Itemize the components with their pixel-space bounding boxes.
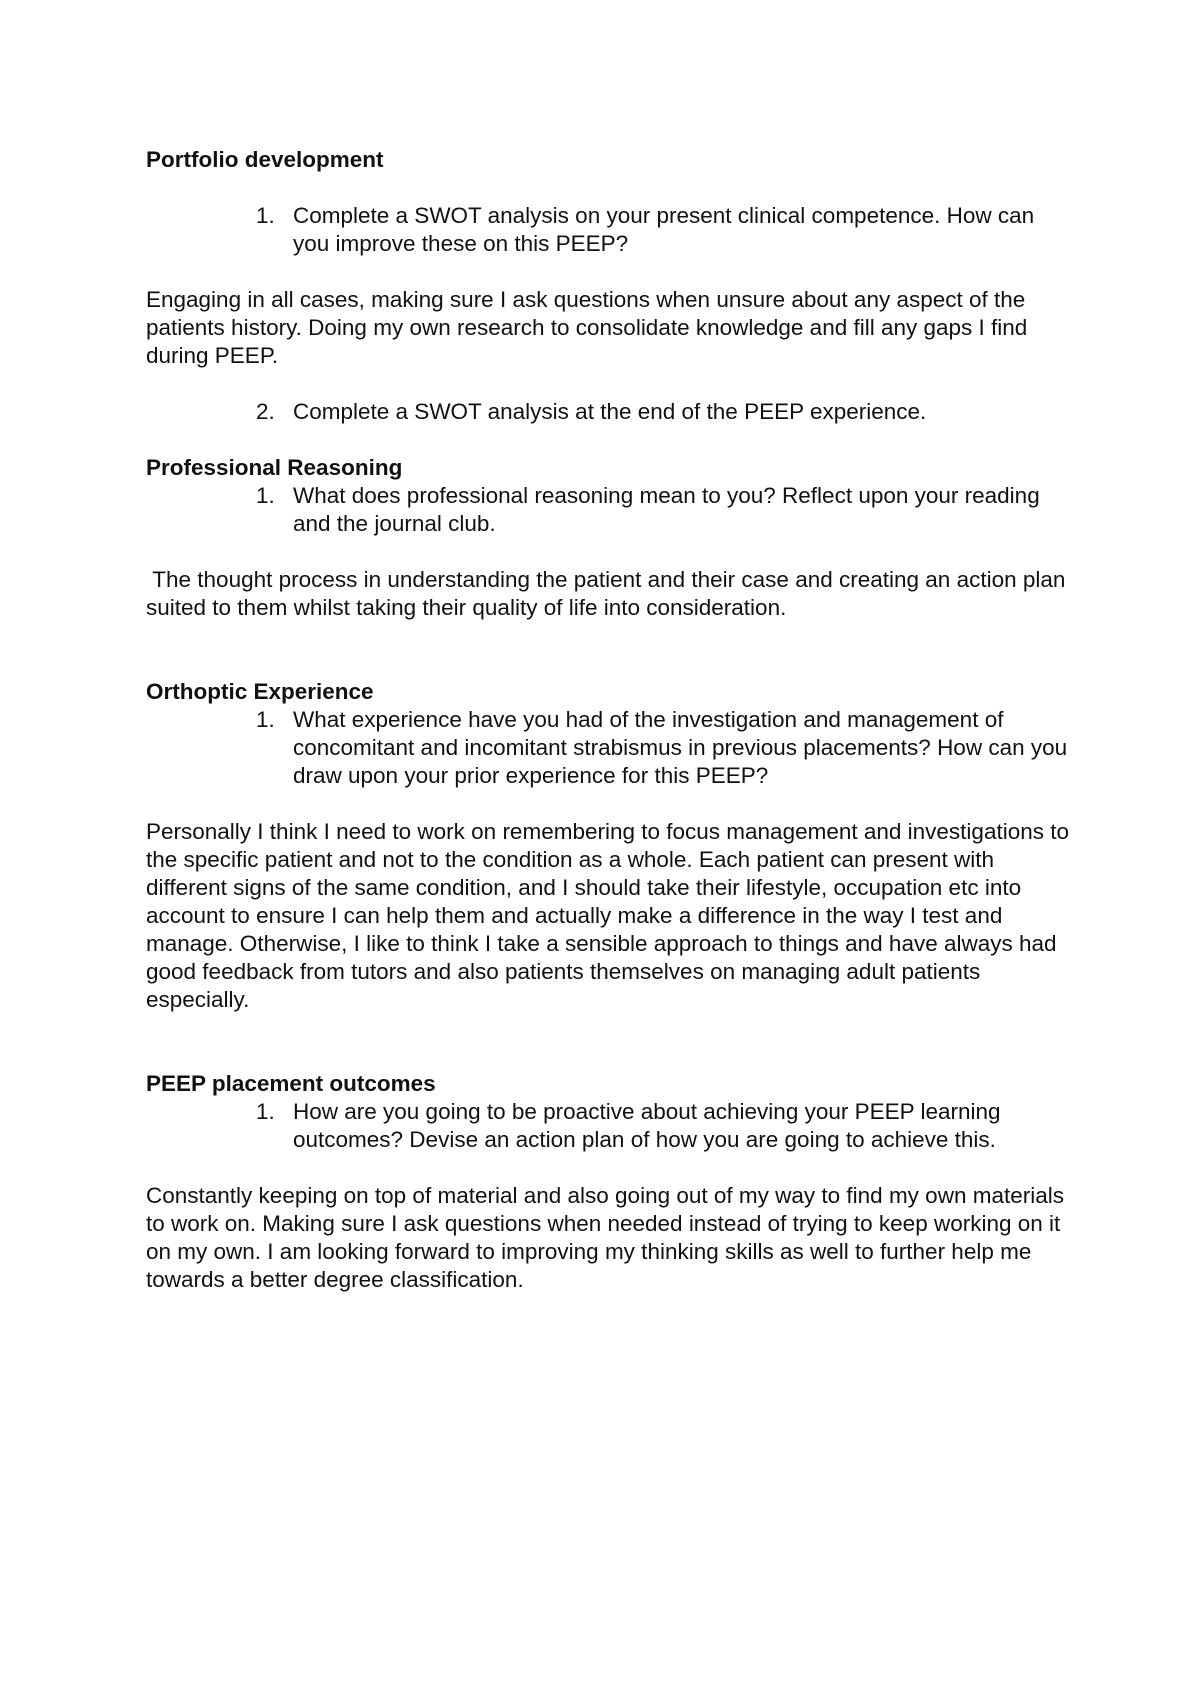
answer-reasoning-1: The thought process in understanding the patient and their case and creating an action plan suited to them whilst taking their quality of life into consideration. (146, 567, 1072, 620)
section-heading-orthoptic-experience: Orthoptic Experience (146, 679, 374, 704)
question-text: Complete a SWOT analysis on your present clinical competence. How can you improve these on this PEEP? (293, 203, 1035, 256)
section-heading-professional-reasoning: Professional Reasoning (146, 455, 403, 480)
question-number: 1. (256, 707, 275, 732)
question-text: What experience have you had of the investigation and management of concomitant and incomitant strabismus in previous placements? How can you draw upon your prior experience for this PEEP? (293, 707, 1068, 788)
section-heading-portfolio-development: Portfolio development (146, 147, 384, 172)
question-number: 1. (256, 483, 275, 508)
question-number: 2. (256, 399, 275, 424)
question-reasoning-1 (256, 482, 1076, 538)
question-number: 1. (256, 1099, 275, 1124)
question-text: What does professional reasoning mean to you? Reflect upon your reading and the journal club. (293, 483, 1040, 536)
question-portfolio-1 (256, 202, 1076, 258)
question-text: How are you going to be proactive about achieving your PEEP learning outcomes? Devise an action plan of how you are going to achieve this. (293, 1099, 1001, 1152)
question-orthoptic-1 (256, 706, 1076, 790)
section-heading-peep-placement-outcomes: PEEP placement outcomes (146, 1071, 436, 1096)
document-body (146, 146, 1076, 1294)
question-outcomes-1 (256, 1098, 1076, 1154)
answer-outcomes-1: Constantly keeping on top of material and also going out of my way to find my own materials to work on. Making sure I ask questions when needed instead of trying to keep working on it on my own. I am looking forward to improving my thinking skills as well to further help me towards a better degree classification. (146, 1183, 1064, 1292)
question-portfolio-2 (256, 398, 1076, 426)
answer-portfolio-1: Engaging in all cases, making sure I ask questions when unsure about any aspect of the patients history. Doing my own research to consolidate knowledge and fill any gaps I find during PEEP. (146, 287, 1028, 368)
question-text: Complete a SWOT analysis at the end of the PEEP experience. (293, 399, 927, 424)
answer-orthoptic-1: Personally I think I need to work on remembering to focus management and investigations to the specific patient and not to the condition as a whole. Each patient can present with different signs of the same condition, and I should take their lifestyle, occupation etc into account to ensure I can help them and actually make a difference in the way I test and manage. Otherwise, I like to think I take a sensible approach to things and have always had good feedback from tutors and also patients themselves on managing adult patients especially. (146, 819, 1070, 1012)
question-number: 1. (256, 203, 275, 228)
